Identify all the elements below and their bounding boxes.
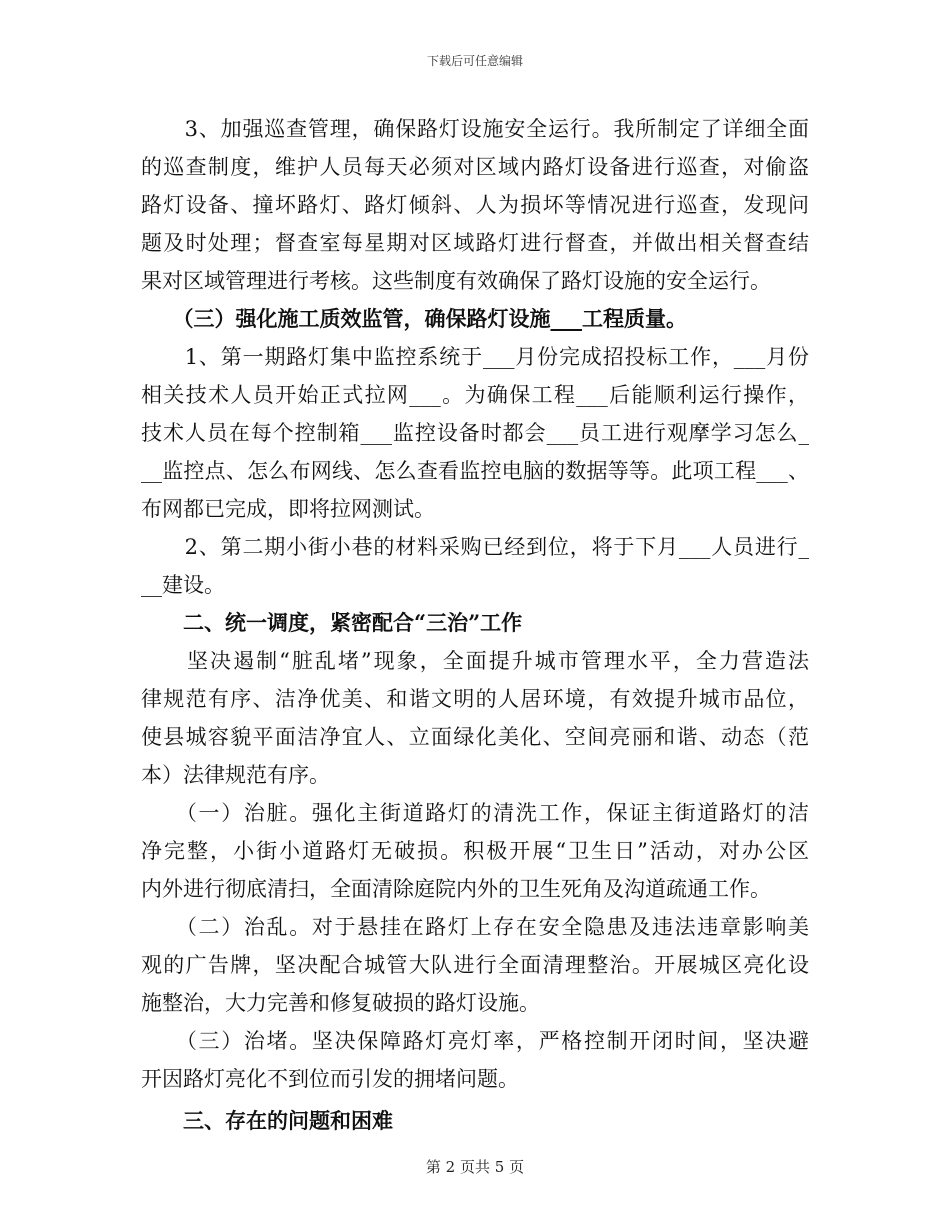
body-line: 的巡查制度，维护人员每天必须对区域内路灯设备进行巡查，对偷盗 (141, 155, 809, 179)
body-line: 律规范有序、洁净优美、和谐文明的人居环境，有效提升城市品位， (141, 687, 809, 711)
body-line: （三）治堵。坚决保障路灯亮灯率，严格控制开闭时间，坚决避 (141, 1029, 809, 1053)
body-line: 技术人员在每个控制箱___监控设备时都会___员工进行观摩学习怎么_ (141, 421, 809, 445)
body-line: （一）治脏。强化主街道路灯的清洗工作，保证主街道路灯的洁 (141, 801, 809, 825)
document-body (141, 110, 809, 1140)
body-line: （二）治乱。对于悬挂在路灯上存在安全隐患及违法违章影响美 (141, 915, 809, 939)
body-line: 本）法律规范有序。 (141, 763, 330, 787)
section-heading: （三）强化施工质效监管，确保路灯设施___工程质量。 (141, 306, 687, 331)
body-line: __监控点、怎么布网线、怎么查看监控电脑的数据等等。此项工程___、 (141, 459, 809, 483)
body-line: 1、第一期路灯集中监控系统于___月份完成招投标工作，___月份 (141, 345, 809, 369)
body-line: 相关技术人员开始正式拉网___。为确保工程___后能顺利运行操作， (141, 383, 809, 407)
body-line: 坚决遏制“脏乱堵”现象，全面提升城市管理水平，全力营造法 (141, 649, 809, 673)
section-heading: 三、存在的问题和困难 (141, 1108, 393, 1133)
page-number: 第 2 页共 5 页 (425, 1158, 525, 1176)
body-line: 开因路灯亮化不到位而引发的拥堵问题。 (141, 1067, 519, 1091)
body-line: 路灯设备、撞坏路灯、路灯倾斜、人为损坏等情况进行巡查，发现问 (141, 193, 809, 217)
section-heading: 二、统一调度，紧密配合“三治”工作 (141, 610, 523, 635)
body-line: 果对区域管理进行考核。这些制度有效确保了路灯设施的安全运行。 (141, 269, 771, 293)
body-line: 内外进行彻底清扫，全面清除庭院内外的卫生死角及沟道疏通工作。 (141, 877, 771, 901)
body-line: 题及时处理；督查室每星期对区域路灯进行督查，并做出相关督查结 (141, 231, 809, 255)
body-line: 3、加强巡查管理，确保路灯设施安全运行。我所制定了详细全面 (141, 117, 809, 141)
body-line: 2、第二期小街小巷的材料采购已经到位，将于下月___人员进行_ (141, 535, 809, 559)
body-line: 净完整，小街小道路灯无破损。积极开展“卫生日”活动，对办公区 (141, 839, 809, 863)
page-header: 下载后可任意编辑 (426, 54, 523, 68)
body-line: 施整治，大力完善和修复破损的路灯设施。 (141, 991, 540, 1015)
body-line: 使县城容貌平面洁净宜人、立面绿化美化、空间亮丽和谐、动态（范 (141, 725, 809, 749)
body-line: 布网都已完成，即将拉网测试。 (141, 497, 435, 521)
body-line: 观的广告牌，坚决配合城管大队进行全面清理整治。开展城区亮化设 (141, 953, 809, 977)
body-line: __建设。 (141, 573, 225, 597)
